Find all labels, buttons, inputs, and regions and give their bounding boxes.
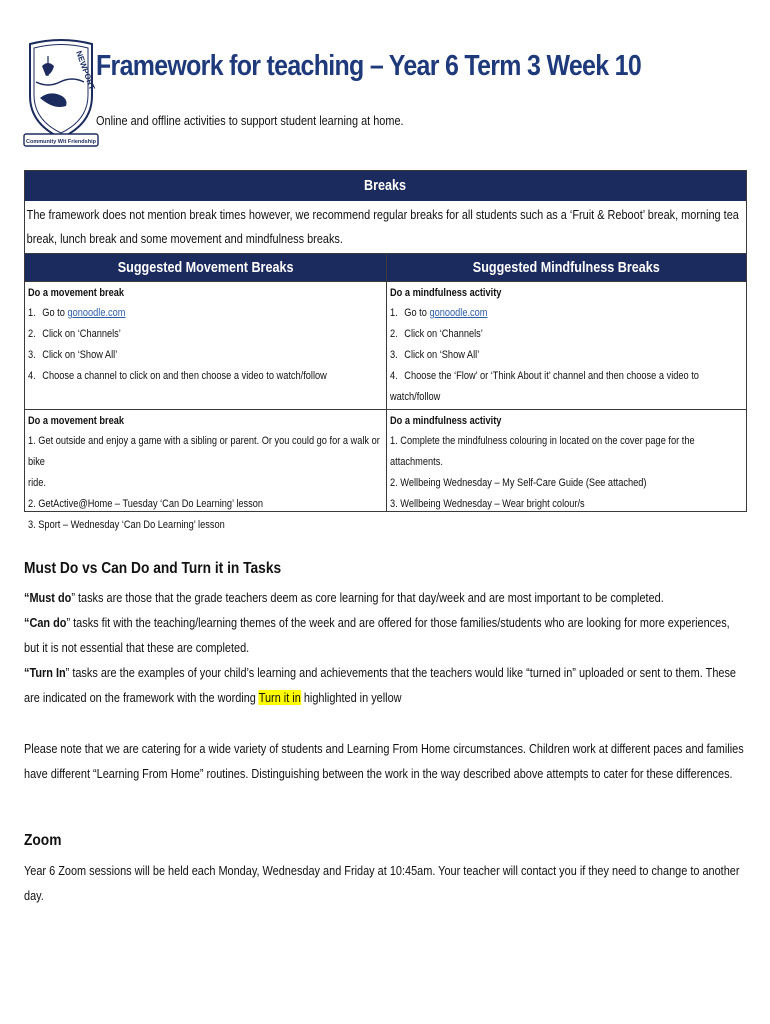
cell-title: Do a movement break (28, 287, 125, 299)
mindfulness-activities-cell (387, 409, 747, 511)
list-item: 1. Go to gonoodle.com (389, 307, 488, 319)
must-do-definition: “Must do” tasks are those that the grade teachers deem as core learning for that day/week and are most important to be completed. (24, 590, 664, 605)
list-item: 1. Go to gonoodle.com (28, 307, 126, 319)
list-item: 1. Complete the mindfulness colouring in located on the cover page for the attachments. (389, 435, 695, 468)
movement-activities-cell (25, 409, 386, 531)
breaks-header: Breaks (25, 171, 746, 201)
list-item: 1. Get outside and enjoy a game with a sibling or parent. Or you could go for a walk or bike (28, 435, 380, 468)
cell-title: Do a movement break (28, 415, 125, 427)
page-subtitle: Online and offline activities to support student learning at home. (96, 113, 404, 128)
cell-title: Do a mindfulness activity (389, 287, 501, 299)
list-item: 3. Wellbeing Wednesday – Wear bright colour/s (389, 498, 585, 510)
page-title: Framework for teaching – Year 6 Term 3 Week 10 (96, 50, 642, 82)
gonoodle-link[interactable]: gonoodle.com (67, 307, 126, 319)
movement-column (25, 254, 386, 531)
zoom-text: Year 6 Zoom sessions will be held each Monday, Wednesday and Friday at 10:45am. Your teacher will contact you if they need to change to another day. (24, 863, 740, 903)
mindfulness-header: Suggested Mindfulness Breaks (387, 254, 747, 281)
tasks-definitions (24, 585, 746, 710)
list-item: 2. Wellbeing Wednesday – My Self-Care Guide (See attached) (389, 477, 646, 489)
gonoodle-link[interactable]: gonoodle.com (428, 307, 488, 319)
list-item: 3. Sport – Wednesday ‘Can Do Learning’ lesson (28, 519, 225, 531)
cell-title: Do a mindfulness activity (389, 415, 501, 427)
movement-gonoodle-cell (25, 281, 386, 409)
mindfulness-column (386, 254, 747, 511)
list-item: ride. (28, 477, 46, 489)
list-item: 2. Click on ‘Channels’ (389, 328, 483, 340)
list-item: 4. Choose the ‘Flow’ or ‘Think About it’ channel and then choose a video to watch/follow (389, 370, 699, 403)
list-item: 3. Click on ‘Show All’ (28, 349, 118, 361)
turn-it-in-highlight: Turn it in (258, 690, 301, 705)
school-crest-logo (22, 38, 100, 150)
breaks-intro: The framework does not mention break times however, we recommend regular breaks for all students such as a ‘Fruit & Reboot’ break, morning tea break, lunch break and some movement and mindfulness breaks. (26, 207, 739, 246)
list-item: 2. Click on ‘Channels’ (28, 328, 121, 340)
breaks-table (24, 170, 747, 531)
list-item: 3. Click on ‘Show All’ (389, 349, 479, 361)
svg-text:Community Wit Friendship: Community Wit Friendship (26, 139, 96, 145)
svg-text:NEWPORT: NEWPORT (74, 49, 97, 92)
tasks-heading: Must Do vs Can Do and Turn it in Tasks (24, 560, 282, 577)
turn-in-definition: “Turn In” tasks are the examples of your child’s learning and achievements that the teachers would like “turned in” uploaded or sent to them. These are indicated on the framework with the wording Turn it in highlighted in yellow (24, 665, 737, 705)
list-item: 2. GetActive@Home – Tuesday ‘Can Do Learning’ lesson (28, 498, 264, 510)
can-do-definition: “Can do” tasks fit with the teaching/learning themes of the week and are offered for those families/students who are looking for more experiences, but it is not essential that these are completed. (24, 615, 730, 655)
zoom-heading: Zoom (24, 832, 62, 849)
movement-header: Suggested Movement Breaks (25, 254, 386, 281)
mindfulness-gonoodle-cell (387, 281, 747, 409)
tasks-note: Please note that we are catering for a wide variety of students and Learning From Home circumstances. Children work at different paces and families have different “Learning From Home” routines. Distinguishing between the work in the way described above attempts to cater for these differences. (24, 741, 744, 781)
list-item: 4. Choose a channel to click on and then choose a video to watch/follow (28, 370, 327, 382)
